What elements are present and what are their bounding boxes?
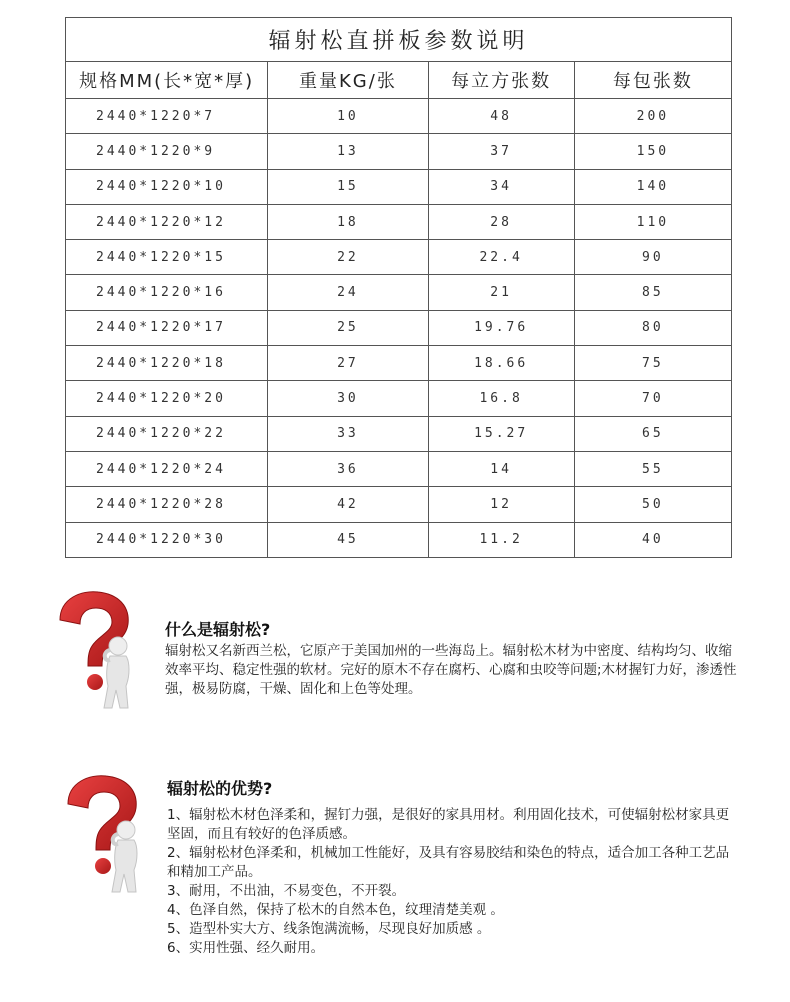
sheets-per-pack-cell: 75 xyxy=(574,346,731,381)
size-cell: 2440*1220*7 xyxy=(66,99,268,134)
advantages-section xyxy=(0,766,790,966)
weight-cell: 22 xyxy=(268,240,428,275)
question-mark-figure-icon xyxy=(52,590,140,710)
sheets-per-cubic-cell: 48 xyxy=(428,99,574,134)
advantage-item: 3、耐用，不出油，不易变色，不开裂。 xyxy=(167,883,406,899)
sheets-per-cubic-cell: 28 xyxy=(428,204,574,239)
sheets-per-cubic-cell: 14 xyxy=(428,451,574,486)
advantage-item: 2、辐射松材色泽柔和，机械加工性能好，及具有容易胶结和染色的特点，适合加工各种工艺品和精加工产品。 xyxy=(167,845,730,880)
table-row xyxy=(66,99,732,134)
what-is-body: 辐射松又名新西兰松，它原产于美国加州的一些海岛上。辐射松木材为中密度、结构均匀、收缩效率平均、稳定性强的软材。完好的原木不存在腐朽、心腐和虫咬等问题;木材握钉力好，渗透性强，极易防腐，干燥、固化和上色等处理。 xyxy=(165,643,737,697)
sheets-per-cubic-cell: 22.4 xyxy=(428,240,574,275)
table-row xyxy=(66,169,732,204)
header-sheets-per-pack: 每包张数 xyxy=(574,62,731,99)
size-cell: 2440*1220*30 xyxy=(66,522,268,557)
sheets-per-pack-cell: 140 xyxy=(574,169,731,204)
sheets-per-pack-cell: 40 xyxy=(574,522,731,557)
advantage-item: 6、实用性强、经久耐用。 xyxy=(167,940,325,956)
question-mark-figure-icon xyxy=(60,774,148,894)
sheets-per-pack-cell: 200 xyxy=(574,99,731,134)
size-cell: 2440*1220*18 xyxy=(66,346,268,381)
sheets-per-pack-cell: 150 xyxy=(574,134,731,169)
table-row xyxy=(66,381,732,416)
header-sheets-per-cubic: 每立方张数 xyxy=(428,62,574,99)
weight-cell: 45 xyxy=(268,522,428,557)
sheets-per-pack-cell: 85 xyxy=(574,275,731,310)
sheets-per-cubic-cell: 21 xyxy=(428,275,574,310)
weight-cell: 25 xyxy=(268,310,428,345)
table-header-row xyxy=(66,62,732,99)
sheets-per-cubic-cell: 34 xyxy=(428,169,574,204)
weight-cell: 33 xyxy=(268,416,428,451)
sheets-per-cubic-cell: 18.66 xyxy=(428,346,574,381)
sheets-per-cubic-cell: 11.2 xyxy=(428,522,574,557)
sheets-per-cubic-cell: 15.27 xyxy=(428,416,574,451)
size-cell: 2440*1220*28 xyxy=(66,487,268,522)
spec-table xyxy=(65,17,732,558)
sheets-per-cubic-cell: 12 xyxy=(428,487,574,522)
sheets-per-pack-cell: 80 xyxy=(574,310,731,345)
sheets-per-cubic-cell: 16.8 xyxy=(428,381,574,416)
table-row xyxy=(66,310,732,345)
table-row xyxy=(66,522,732,557)
weight-cell: 36 xyxy=(268,451,428,486)
table-row xyxy=(66,204,732,239)
size-cell: 2440*1220*16 xyxy=(66,275,268,310)
advantages-title: 辐射松的优势? xyxy=(167,779,273,798)
size-cell: 2440*1220*22 xyxy=(66,416,268,451)
table-row xyxy=(66,275,732,310)
table-title: 辐射松直拼板参数说明 xyxy=(66,18,732,62)
header-size: 规格MM(长*宽*厚) xyxy=(66,62,268,99)
size-cell: 2440*1220*15 xyxy=(66,240,268,275)
weight-cell: 13 xyxy=(268,134,428,169)
advantage-item: 4、色泽自然，保持了松木的自然本色，纹理清楚美观 。 xyxy=(167,902,504,918)
table-row xyxy=(66,240,732,275)
table-row xyxy=(66,451,732,486)
size-cell: 2440*1220*12 xyxy=(66,204,268,239)
size-cell: 2440*1220*17 xyxy=(66,310,268,345)
advantages-list xyxy=(167,806,742,958)
weight-cell: 24 xyxy=(268,275,428,310)
size-cell: 2440*1220*24 xyxy=(66,451,268,486)
advantage-item: 1、辐射松木材色泽柔和，握钉力强，是很好的家具用材。利用固化技术，可使辐射松材家具更坚固，而且有较好的色泽质感。 xyxy=(167,807,730,842)
table-row xyxy=(66,416,732,451)
weight-cell: 18 xyxy=(268,204,428,239)
weight-cell: 27 xyxy=(268,346,428,381)
table-row xyxy=(66,487,732,522)
sheets-per-pack-cell: 90 xyxy=(574,240,731,275)
weight-cell: 10 xyxy=(268,99,428,134)
sheets-per-pack-cell: 110 xyxy=(574,204,731,239)
sheets-per-pack-cell: 50 xyxy=(574,487,731,522)
weight-cell: 15 xyxy=(268,169,428,204)
header-weight: 重量KG/张 xyxy=(268,62,428,99)
sheets-per-pack-cell: 70 xyxy=(574,381,731,416)
sheets-per-cubic-cell: 19.76 xyxy=(428,310,574,345)
advantage-item: 5、造型朴实大方、线条饱满流畅，尽现良好加质感 。 xyxy=(167,921,491,937)
table-row xyxy=(66,346,732,381)
weight-cell: 42 xyxy=(268,487,428,522)
size-cell: 2440*1220*10 xyxy=(66,169,268,204)
sheets-per-pack-cell: 65 xyxy=(574,416,731,451)
size-cell: 2440*1220*20 xyxy=(66,381,268,416)
what-is-title: 什么是辐射松? xyxy=(165,620,271,639)
sheets-per-cubic-cell: 37 xyxy=(428,134,574,169)
what-is-section xyxy=(0,588,790,728)
weight-cell: 30 xyxy=(268,381,428,416)
sheets-per-pack-cell: 55 xyxy=(574,451,731,486)
size-cell: 2440*1220*9 xyxy=(66,134,268,169)
table-row xyxy=(66,134,732,169)
